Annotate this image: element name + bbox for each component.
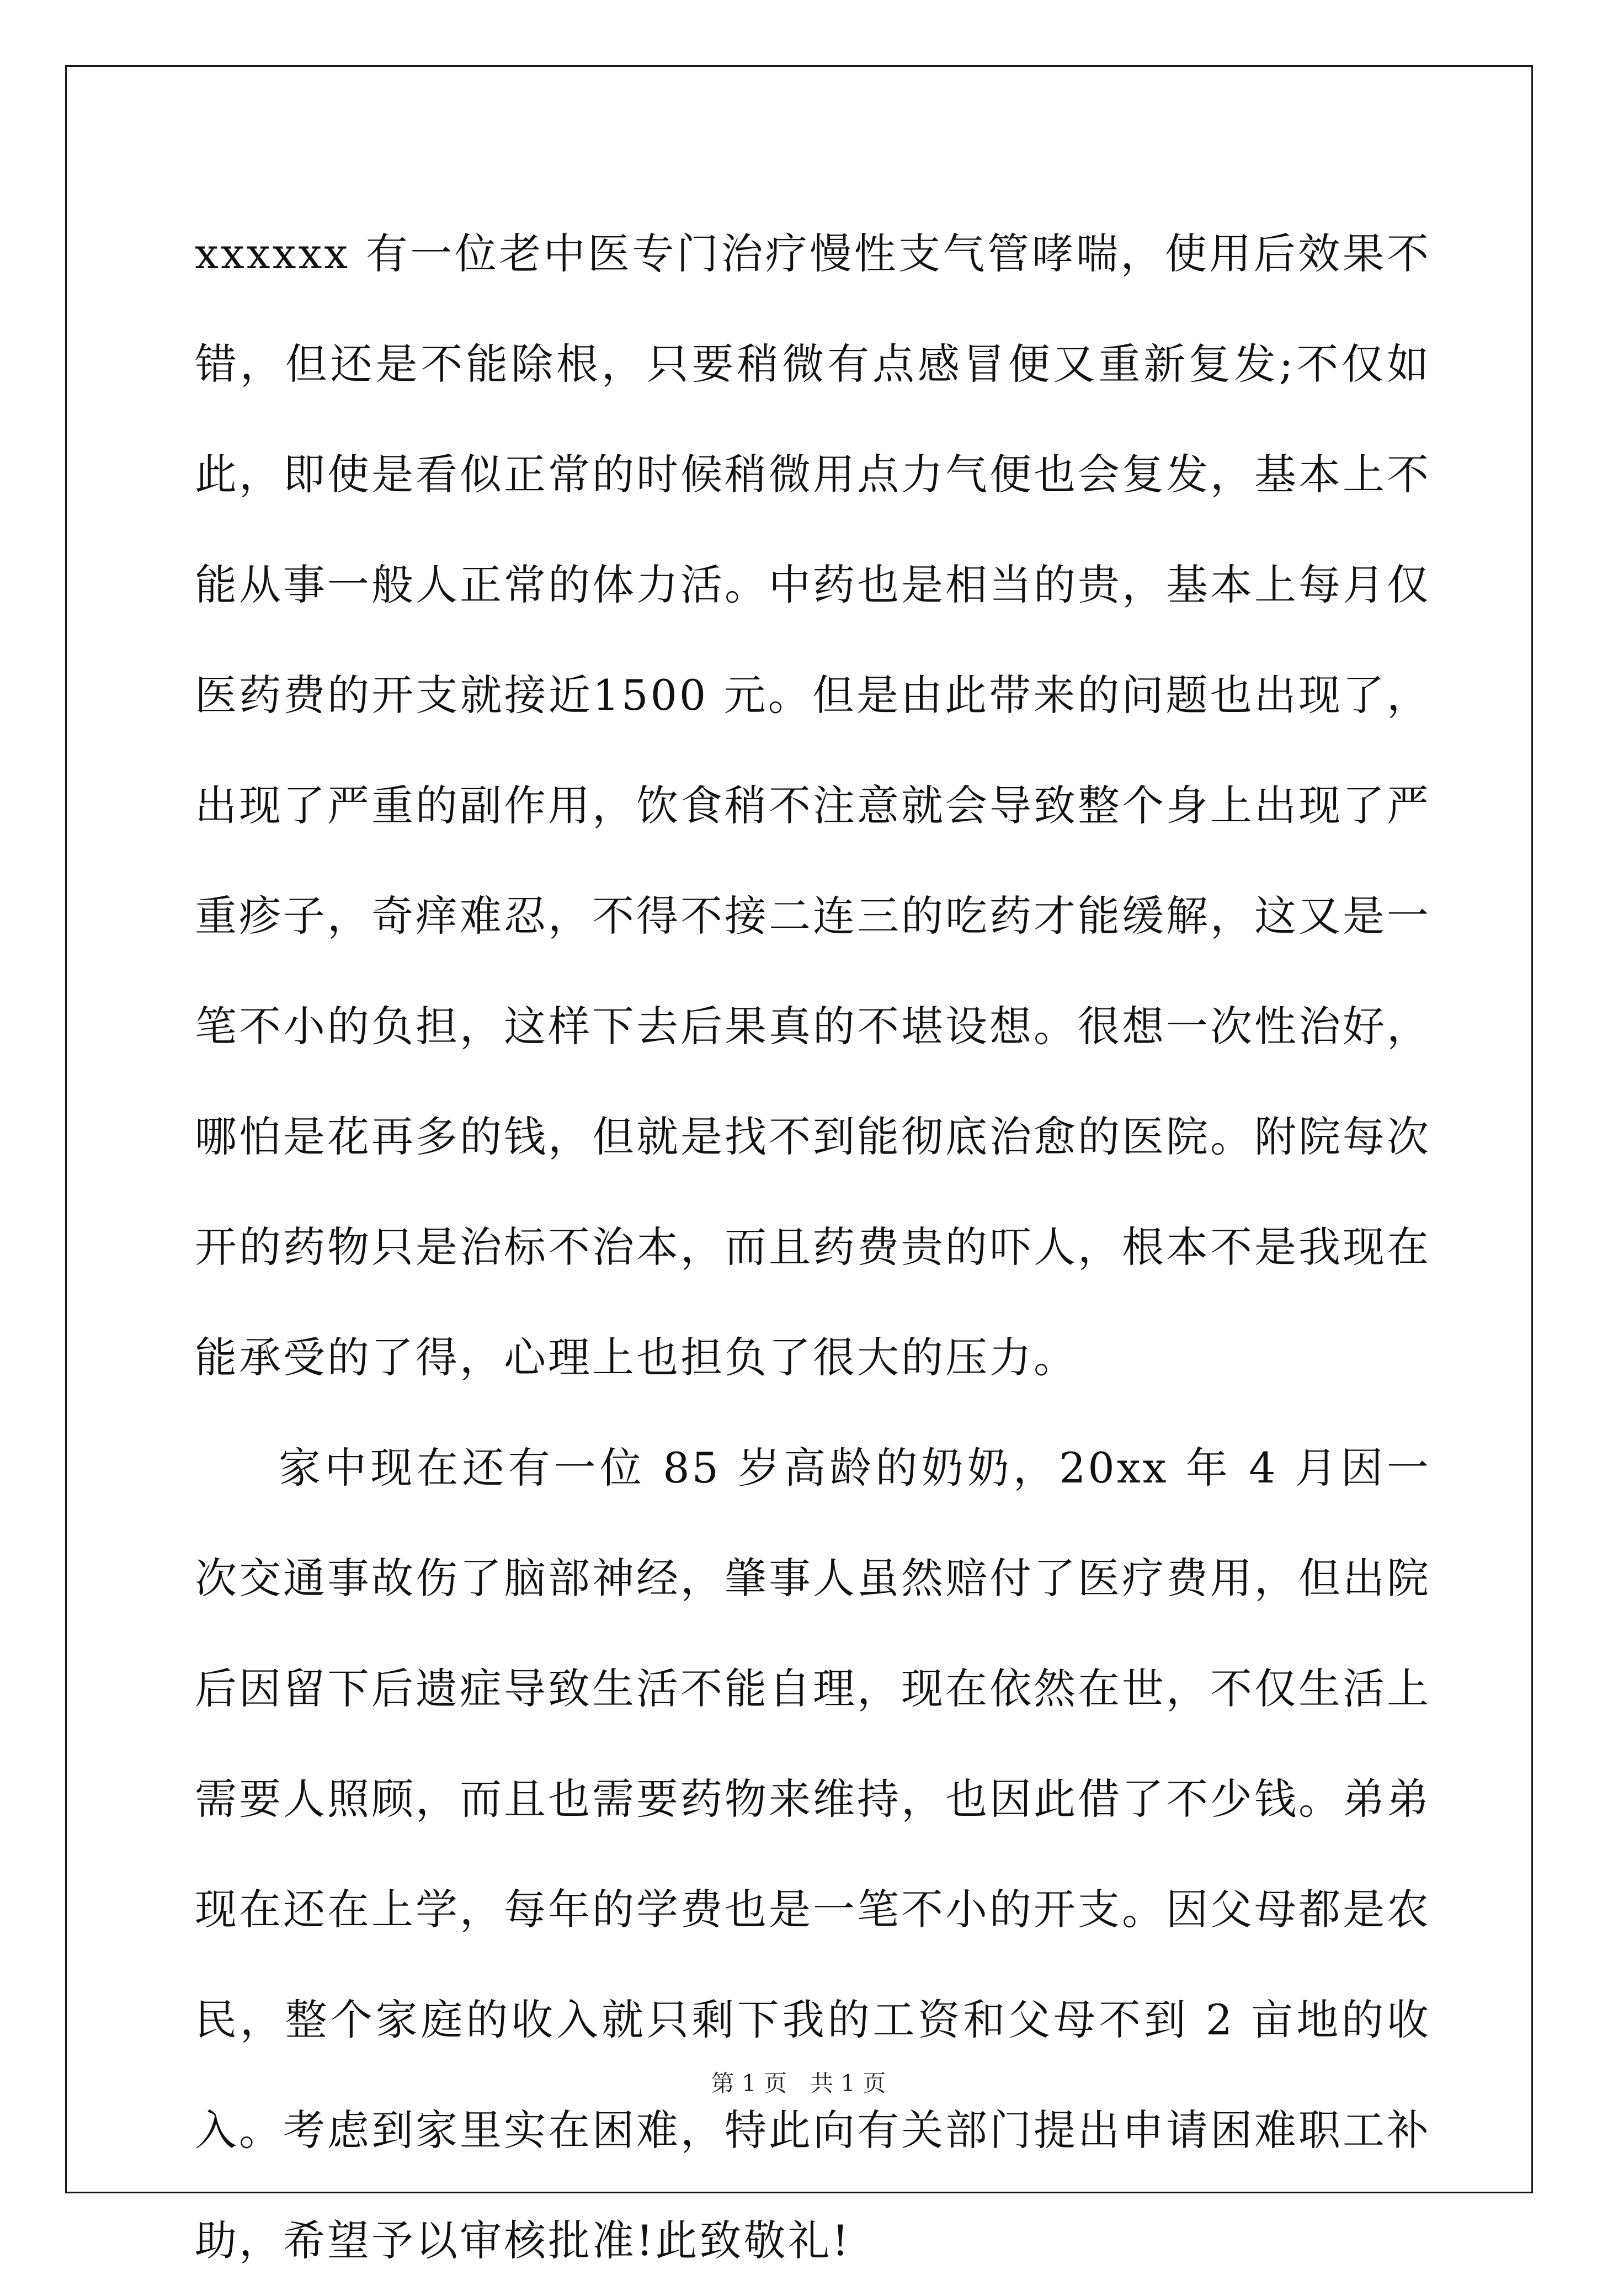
paragraph-medical-history: xxxxxx 有一位老中医专门治疗慢性支气管哮喘，使用后效果不错，但还是不能除根，只要稍微有点感冒便又重新复发;不仅如此，即使是看似正常的时候稍微用点力气便也会复发，基本上不能从事一般人正常的体力活。中药也是相当的贵，基本上每月仅医药费的开支就接近1500 元。但是由此带来的问题也出现了，出现了严重的副作用，饮食稍不注意就会导致整个身上出现了严重疹子，奇痒难忍，不得不接二连三的吃药才能缓解，这又是一笔不小的负担，这样下去后果真的不堪设想。很想一次性治好，哪怕是花再多的钱，但就是找不到能彻底治愈的医院。附院每次开的药物只是治标不治本，而且药费贵的吓人，根本不是我现在能承受的了得，心理上也担负了很大的压力。 xyxy=(195,229,1431,1382)
page-footer: 第 1 页 共 1 页 xyxy=(711,2070,886,2097)
paragraph-family-situation: 家中现在还有一位 85 岁高龄的奶奶，20xx 年 4 月因一次交通事故伤了脑部神经，肇事人虽然赔付了医疗费用，但出院后因留下后遗症导致生活不能自理，现在依然在世，不仅生活上需要人照顾，而且也需要药物来维持，也因此借了不少钱。弟弟现在还在上学，每年的学费也是一笔不小的开支。因父母都是农民，整个家庭的收入就只剩下我的工资和父母不到 2 亩地的收入。考虑到家里实在困难，特此向有关部门提出申请困难职工补助，希望予以审核批准!此致敬礼! xyxy=(195,1443,1431,2265)
document-body xyxy=(195,199,1431,2296)
